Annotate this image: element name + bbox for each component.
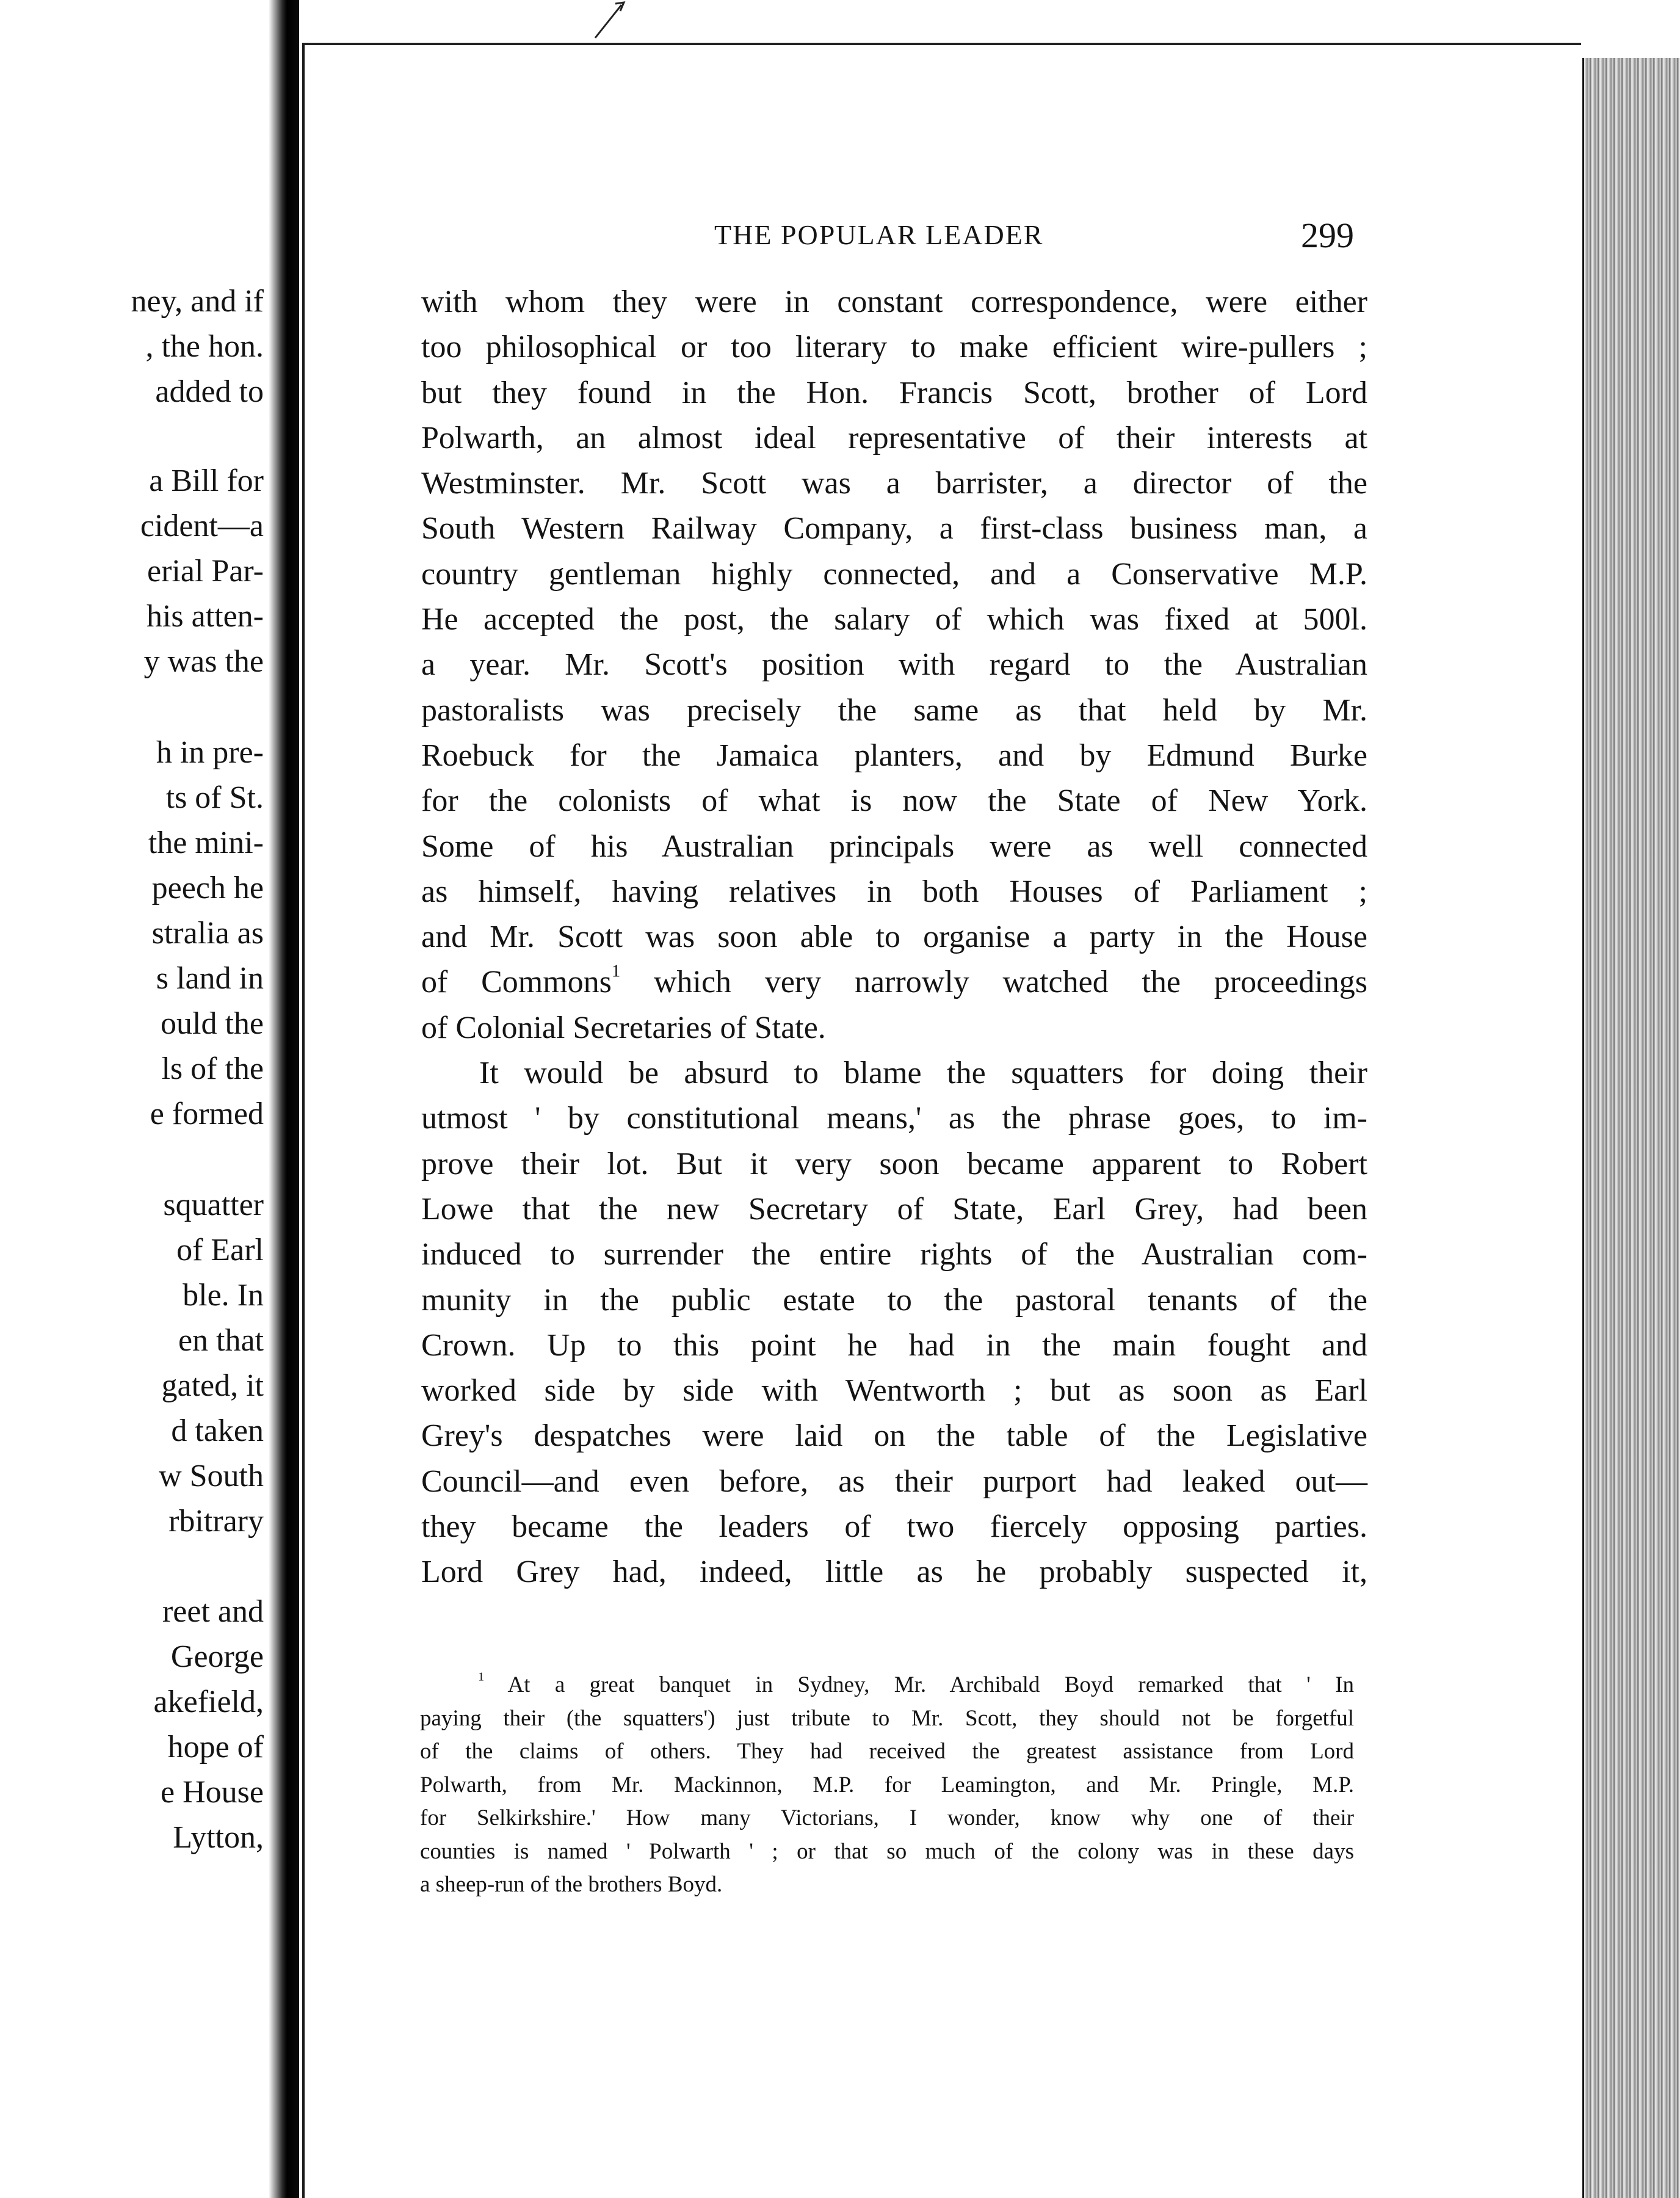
left-page-fragment	[0, 0, 275, 2198]
footnote-line: counties is named ' Polwarth ' ; or that so much of the colony was in these days	[420, 1838, 1354, 1864]
footnote-text: At a great banquet in Sydney, Mr. Archibald Boyd remarked that ' In	[507, 1672, 1354, 1697]
left-line: reet and	[162, 1594, 264, 1629]
left-line: gated, it	[161, 1368, 264, 1403]
left-line: his atten-	[146, 599, 264, 634]
book-gutter	[269, 0, 299, 2198]
left-line: d taken	[171, 1413, 264, 1448]
footnotes	[420, 1669, 1354, 1902]
body-line: Westminster. Mr. Scott was a barrister, a director of the	[421, 466, 1367, 501]
footnote-line: for Selkirkshire.' How many Victorians, I wonder, know why one of their	[420, 1805, 1354, 1830]
body-line-start: of Commons	[421, 965, 612, 1000]
body-line: of Colonial Secretaries of State.	[421, 1010, 826, 1045]
left-line: added to	[155, 374, 264, 409]
body-line: Polwarth, an almost ideal representative of their interests at	[421, 420, 1367, 455]
left-line: a Bill for	[149, 463, 264, 498]
body-line: country gentleman highly connected, and a Conservative M.P.	[421, 556, 1367, 592]
body-line: too philosophical or too literary to make efficient wire-pullers ;	[421, 330, 1367, 365]
body-line: Council—and even before, as their purport had leaked out—	[421, 1464, 1367, 1499]
left-line: ould the	[161, 1006, 264, 1041]
left-line: George	[170, 1639, 264, 1674]
body-line	[421, 960, 1367, 1005]
left-line: peech he	[151, 871, 264, 905]
body-line-end: which very narrowly watched the proceedings	[653, 965, 1367, 1000]
left-line: rbitrary	[168, 1504, 264, 1539]
footnote-line	[420, 1669, 1354, 1702]
body-line: for the colonists of what is now the State of New York.	[421, 783, 1367, 819]
body-line: a year. Mr. Scott's position with regard to the Australian	[421, 647, 1367, 683]
left-line: ts of St.	[165, 780, 264, 815]
left-line: erial Par-	[147, 554, 264, 589]
body-line: Crown. Up to this point he had in the main fought and	[421, 1327, 1367, 1363]
body-line: munity in the public estate to the pastoral tenants of the	[421, 1282, 1367, 1318]
footnote-line: paying their (the squatters') just tribute to Mr. Scott, they should not be forgetful	[420, 1705, 1354, 1731]
left-line: en that	[178, 1323, 264, 1358]
body-text	[421, 280, 1367, 1595]
footnote-line: a sheep-run of the brothers Boyd.	[420, 1872, 723, 1897]
footnote-reference: 1	[611, 962, 621, 981]
left-line: Lytton,	[173, 1820, 264, 1855]
scan-mark	[592, 0, 629, 43]
body-line: as himself, having relatives in both Houses of Parliament ;	[421, 874, 1367, 909]
body-line: Grey's despatches were laid on the table of the Legislative	[421, 1418, 1367, 1454]
left-line: ls of the	[161, 1051, 264, 1086]
left-line: s land in	[156, 961, 264, 996]
body-line: but they found in the Hon. Francis Scott, brother of Lord	[421, 375, 1367, 410]
body-line: and Mr. Scott was soon able to organise a party in the House	[421, 919, 1367, 955]
left-line: of Earl	[176, 1233, 264, 1268]
body-line: worked side by side with Wentworth ; but as soon as Earl	[421, 1373, 1367, 1409]
body-line: Lowe that the new Secretary of State, Earl Grey, had been	[421, 1191, 1367, 1227]
body-line: Lord Grey had, indeed, little as he probably suspected it,	[421, 1554, 1367, 1590]
left-line: hope of	[167, 1730, 264, 1765]
left-line: stralia as	[151, 916, 264, 951]
footnote-marker: 1	[478, 1670, 485, 1684]
body-line: pastoralists was precisely the same as that held by Mr.	[421, 692, 1367, 728]
left-line: cident—a	[140, 509, 264, 543]
body-line: Some of his Australian principals were as well connected	[421, 829, 1367, 864]
page-number: 299	[1301, 216, 1354, 255]
left-line: akefield,	[153, 1685, 264, 1719]
body-line: they became the leaders of two fiercely opposing parties.	[421, 1509, 1367, 1545]
left-line: y was the	[143, 644, 264, 679]
left-line: w South	[159, 1459, 264, 1493]
body-line: induced to surrender the entire rights of the Australian com-	[421, 1237, 1367, 1272]
left-line: squatter	[163, 1188, 264, 1222]
left-line: , the hon.	[145, 329, 264, 364]
footnote-line: Polwarth, from Mr. Mackinnon, M.P. for Leamington, and Mr. Pringle, M.P.	[420, 1772, 1354, 1797]
left-line: e formed	[150, 1097, 264, 1131]
left-line: ney, and if	[131, 284, 264, 319]
body-line: South Western Railway Company, a first-class business man, a	[421, 511, 1367, 546]
left-line: h in pre-	[156, 735, 264, 770]
body-line: with whom they were in constant correspondence, were either	[421, 285, 1367, 319]
left-line: ble. In	[183, 1278, 264, 1313]
running-head: THE POPULAR LEADER	[714, 219, 1044, 250]
body-line: He accepted the post, the salary of which was fixed at 500l.	[421, 602, 1367, 637]
body-line: prove their lot. But it very soon became apparent to Robert	[421, 1146, 1367, 1181]
left-line: e House	[161, 1775, 264, 1810]
body-line: Roebuck for the Jamaica planters, and by Edmund Burke	[421, 738, 1367, 773]
body-line: It would be absurd to blame the squatters for doing their	[479, 1056, 1367, 1091]
footnote-line: of the claims of others. They had received the greatest assistance from Lord	[420, 1739, 1354, 1764]
page-edges	[1582, 58, 1680, 2198]
left-line: the mini-	[148, 825, 264, 860]
body-line: utmost ' by constitutional means,' as the phrase goes, to im-	[421, 1101, 1367, 1136]
